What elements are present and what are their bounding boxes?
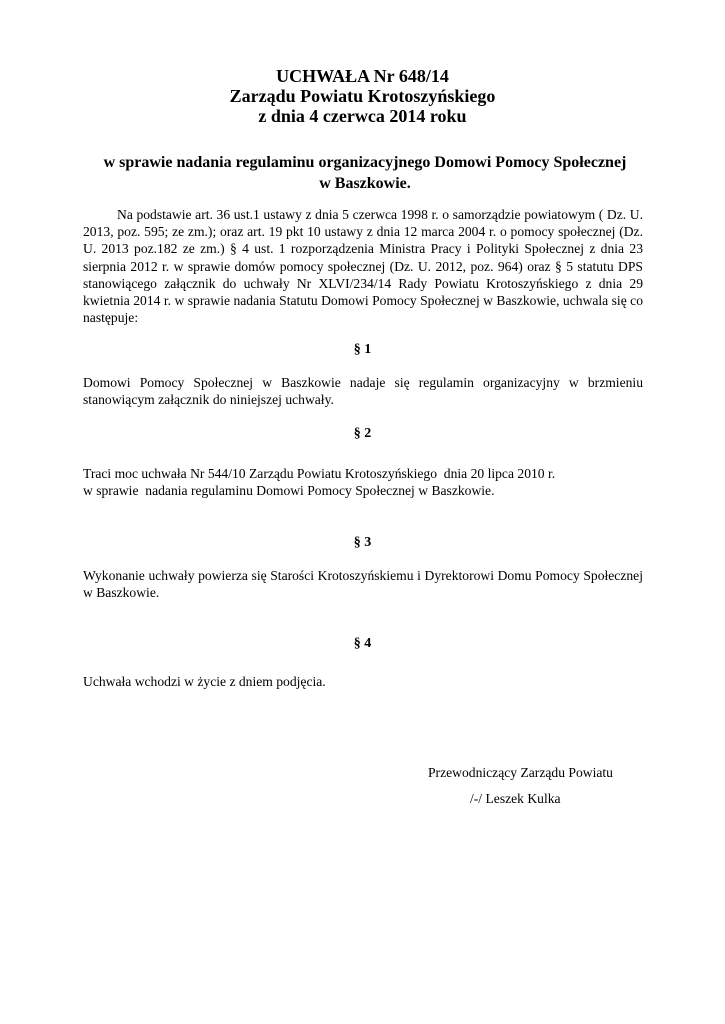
section-3-heading: § 3 (353, 535, 372, 550)
resolution-subject (70, 152, 660, 194)
subject-line-1: w sprawie nadania regulaminu organizacyjnego Domowi Pomocy Społecznej (103, 154, 627, 171)
section-4-body: Uchwała wchodzi w życie z dniem podjęcia. (83, 674, 326, 689)
section-2-line-1: Traci moc uchwała Nr 544/10 Zarządu Powiatu Krotoszyńskiego dnia 20 lipca 2010 r. (83, 466, 556, 481)
signature-role: Przewodniczący Zarządu Powiatu (428, 765, 613, 780)
section-3-body: Wykonanie uchwały powierza się Starości Krotoszyńskiemu i Dyrektorowi Domu Pomocy Społecznej w Baszkowie. (83, 568, 643, 601)
resolution-date: z dnia 4 czerwca 2014 roku (258, 106, 467, 126)
resolution-header (0, 66, 725, 126)
subject-line-2: w Baszkowie. (319, 175, 411, 192)
section-1-heading: § 1 (353, 342, 372, 357)
section-1-body: Domowi Pomocy Społecznej w Baszkowie nadaje się regulamin organizacyjny w brzmieniu stanowiącym załącznik do niniejszej uchwały. (83, 375, 643, 408)
section-2-heading: § 2 (353, 426, 372, 441)
section-4-heading: § 4 (353, 636, 372, 651)
section-2-line-2: w sprawie nadania regulaminu Domowi Pomocy Społecznej w Baszkowie. (83, 483, 495, 499)
signature-name: /-/ Leszek Kulka (470, 791, 561, 806)
resolution-title: UCHWAŁA Nr 648/14 (276, 66, 449, 86)
section-2-body (83, 465, 643, 499)
preamble-paragraph: Na podstawie art. 36 ust.1 ustawy z dnia 5 czerwca 1998 r. o samorządzie powiatowym ( Dz. U. 2013, poz. 595; ze zm.); oraz art. 19 pkt 10 ustawy z dnia 12 marca 2004 r. o pomocy społecznej (Dz. U. 2013 poz.182 ze zm.) § 4 ust. 1 rozporządzenia Ministra Pracy i Polityki Społecznej z dnia 23 sierpnia 2012 r. w sprawie domów pomocy społecznej (Dz. U. 2012, poz. 964) oraz § 5 statutu DPS stanowiącego załącznik do uchwały Nr XLVI/234/14 Rady Powiatu Krotoszyńskiego z dnia 29 kwietnia 2014 r. w sprawie nadania Statutu Domowi Pomocy Społecznej w Baszkowie, uchwala się co następuje: (83, 207, 643, 326)
resolution-issuer: Zarządu Powiatu Krotoszyńskiego (229, 86, 496, 106)
